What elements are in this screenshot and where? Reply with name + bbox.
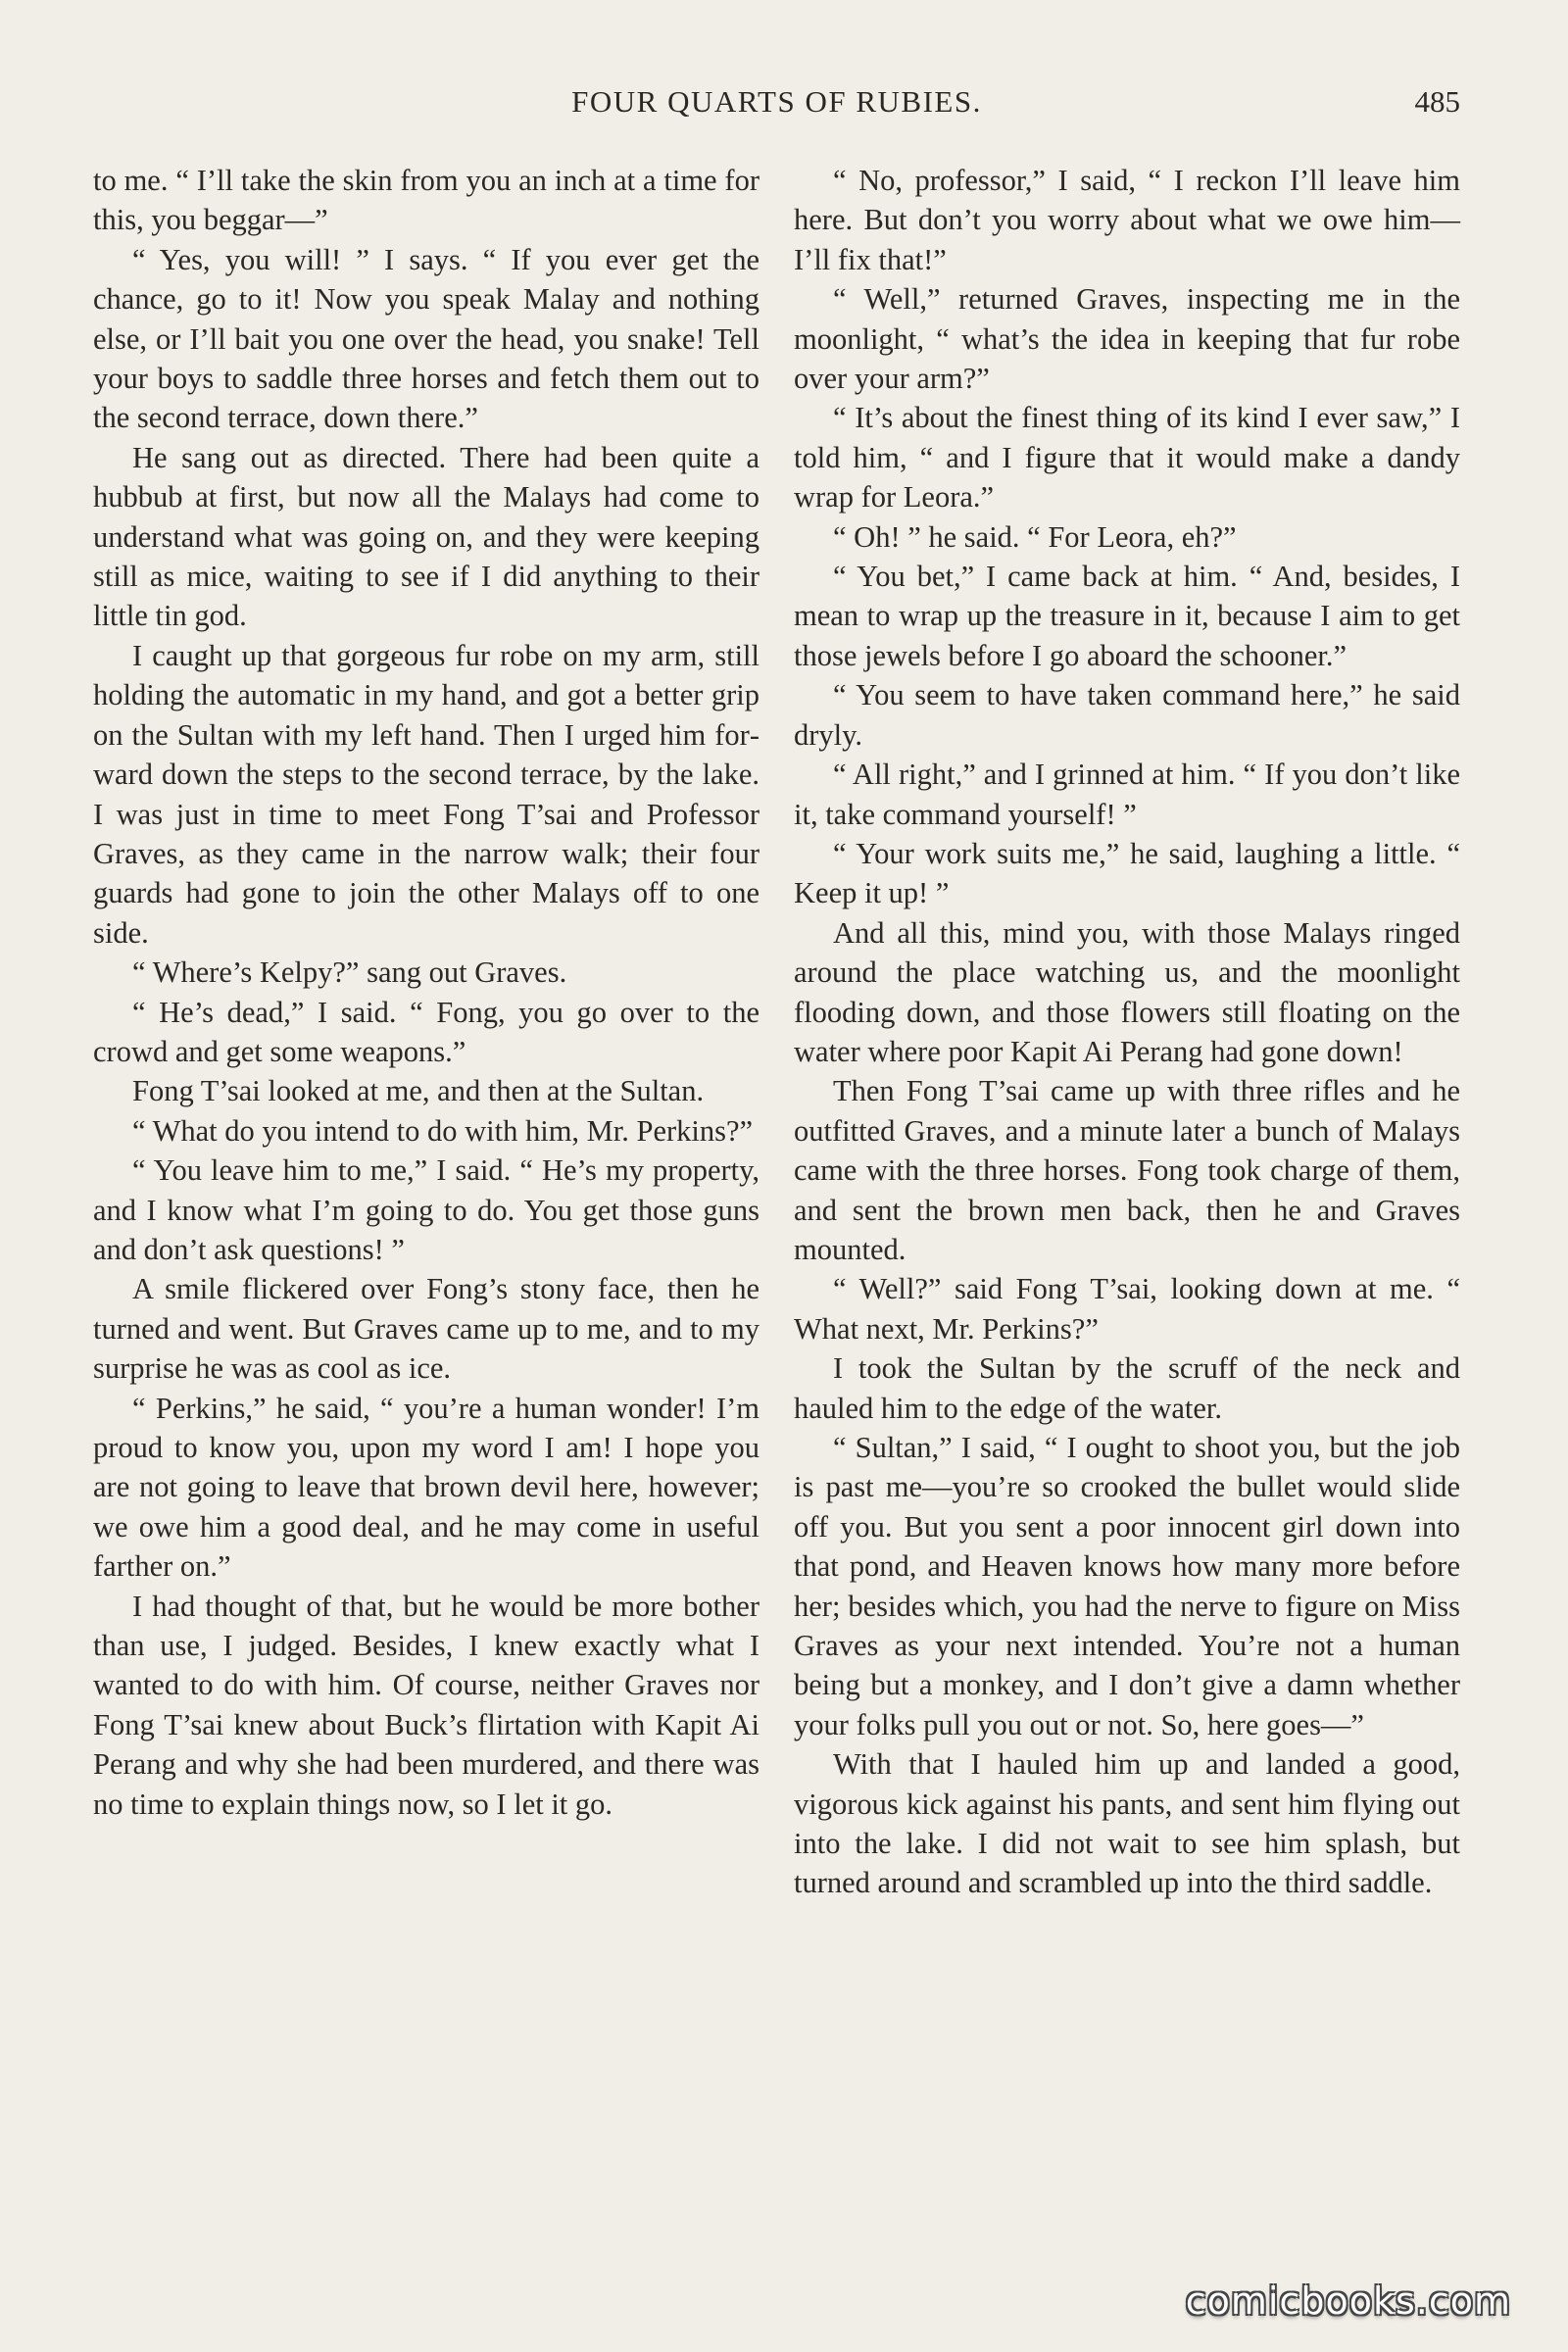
paragraph: “ No, professor,” I said, “ I reckon I’ll leave him here. But don’t you worry about what we owe him—I’ll fix that!”: [794, 164, 1460, 276]
page-number: 485: [1414, 84, 1460, 119]
paragraph: With that I hauled him up and landed a good, vigorous kick against his pants, and sent him flying out into the lake. I did not wait to see him splash, but turned around and scrambled up into the third saddle.: [794, 1747, 1460, 1900]
paragraph: “ Well?” said Fong T’sai, looking down at me. “ What next, Mr. Perkins?”: [794, 1272, 1460, 1346]
paragraph: A smile flickered over Fong’s stony face, then he turned and went. But Graves came up to me, and to my surprise he was as cool as ice.: [93, 1272, 760, 1386]
paragraph: “ Your work suits me,” he said, laughing a little. “ Keep it up! ”: [794, 836, 1460, 910]
watermark: comicbooks.com: [1185, 2279, 1511, 2323]
paragraph: “ Perkins,” he said, “ you’re a human wonder! I’m proud to know you, upon my word I am! I hope you are not going to leave that brown devil here, however; we owe him a good deal, and he may come in useful farther on.”: [93, 1391, 760, 1584]
paragraph: “ Where’s Kelpy?” sang out Graves.: [132, 956, 567, 990]
paragraph: Fong T’sai looked at me, and then at the Sultan.: [132, 1074, 705, 1108]
running-header: [93, 84, 1460, 131]
left-column: [93, 161, 760, 1824]
paragraph: “ Sultan,” I said, “ I ought to shoot you, but the job is past me—you’re so crooked the bullet would slide off you. But you sent a poor innocent girl down into that pond, and Heaven knows how many more before her; besides which, you had the nerve to figure on Miss Graves as your next intended. You’re not a human being but a monkey, and I don’t give a damn whether your folks pull you out or not. So, here goes—”: [794, 1431, 1460, 1741]
paragraph: “ Well,” returned Graves, inspecting me in the moonlight, “ what’s the idea in keeping that fur robe over your arm?”: [794, 282, 1460, 396]
paragraph: to me. “ I’ll take the skin from you an inch at a time for this, you beggar—”: [93, 164, 760, 237]
paragraph: I had thought of that, but he would be more bother than use, I judged. Besides, I knew exactly what I wanted to do with him. Of course, neither Graves nor Fong T’sai knew about Buck’s flirtation with Kapit Ai Perang and why she had been murdered, and there was no time to explain things now, so I let it go.: [93, 1589, 760, 1821]
paragraph: “ It’s about the finest thing of its kind I ever saw,” I told him, “ and I figure that it would make a dandy wrap for Leora.”: [794, 401, 1460, 514]
paragraph: “ He’s dead,” I said. “ Fong, you go over to the crowd and get some weapons.”: [93, 995, 760, 1068]
paragraph: “ What do you intend to do with him, Mr. Perkins?”: [132, 1113, 754, 1148]
paragraph: “ Oh! ” he said. “ For Leora, eh?”: [833, 519, 1237, 554]
right-column: [794, 161, 1460, 1903]
paragraph: I caught up that gorgeous fur robe on my arm, still holding the automatic in my hand, and got a better grip on the Sultan with my left hand. Then I urged him forward down the steps to the second terrace, by the lake. I was just in time to meet Fong T’sai and Professor Graves, as they came in the narrow walk; their four guards had gone to join the other Malays off to one side.: [93, 638, 760, 950]
paragraph: He sang out as directed. There had been quite a hubbub at first, but now all the Malays had come to understand what was going on, and they were keeping still as mice, waiting to see if I did anything to their little tin god.: [93, 440, 760, 633]
page-title: FOUR QUARTS OF RUBIES.: [571, 84, 982, 119]
paragraph: “ All right,” and I grinned at him. “ If you don’t like it, take command yourself! ”: [794, 758, 1460, 831]
paragraph: Then Fong T’sai came up with three rifles and he outfitted Graves, and a minute later a bunch of Malays came with the three horses. Fong took charge of them, and sent the brown men back, then he and Graves mounted.: [794, 1074, 1460, 1266]
paragraph: I took the Sultan by the scruff of the neck and hauled him to the edge of the water.: [794, 1351, 1460, 1425]
paragraph: “ You leave him to me,” I said. “ He’s my property, and I know what I’m going to do. You get those guns and don’t ask questions! ”: [93, 1153, 760, 1266]
paragraph: “ You bet,” I came back at him. “ And, besides, I mean to wrap up the treasure in it, because I aim to get those jewels before I go aboard the schooner.”: [794, 560, 1460, 672]
paragraph: “ You seem to have taken command here,” he said dryly.: [794, 678, 1460, 752]
paragraph: “ Yes, you will! ” I says. “ If you ever get the chance, go to it! Now you speak Malay and nothing else, or I’ll bait you one over the head, you snake! Tell your boys to saddle three horses and fetch them out to the second terrace, down there.”: [93, 242, 760, 435]
paragraph: And all this, mind you, with those Malays ringed around the place watching us, and the moonlight flooding down, and those flowers still floating on the water where poor Kapit Ai Perang had gone down!: [794, 915, 1460, 1068]
